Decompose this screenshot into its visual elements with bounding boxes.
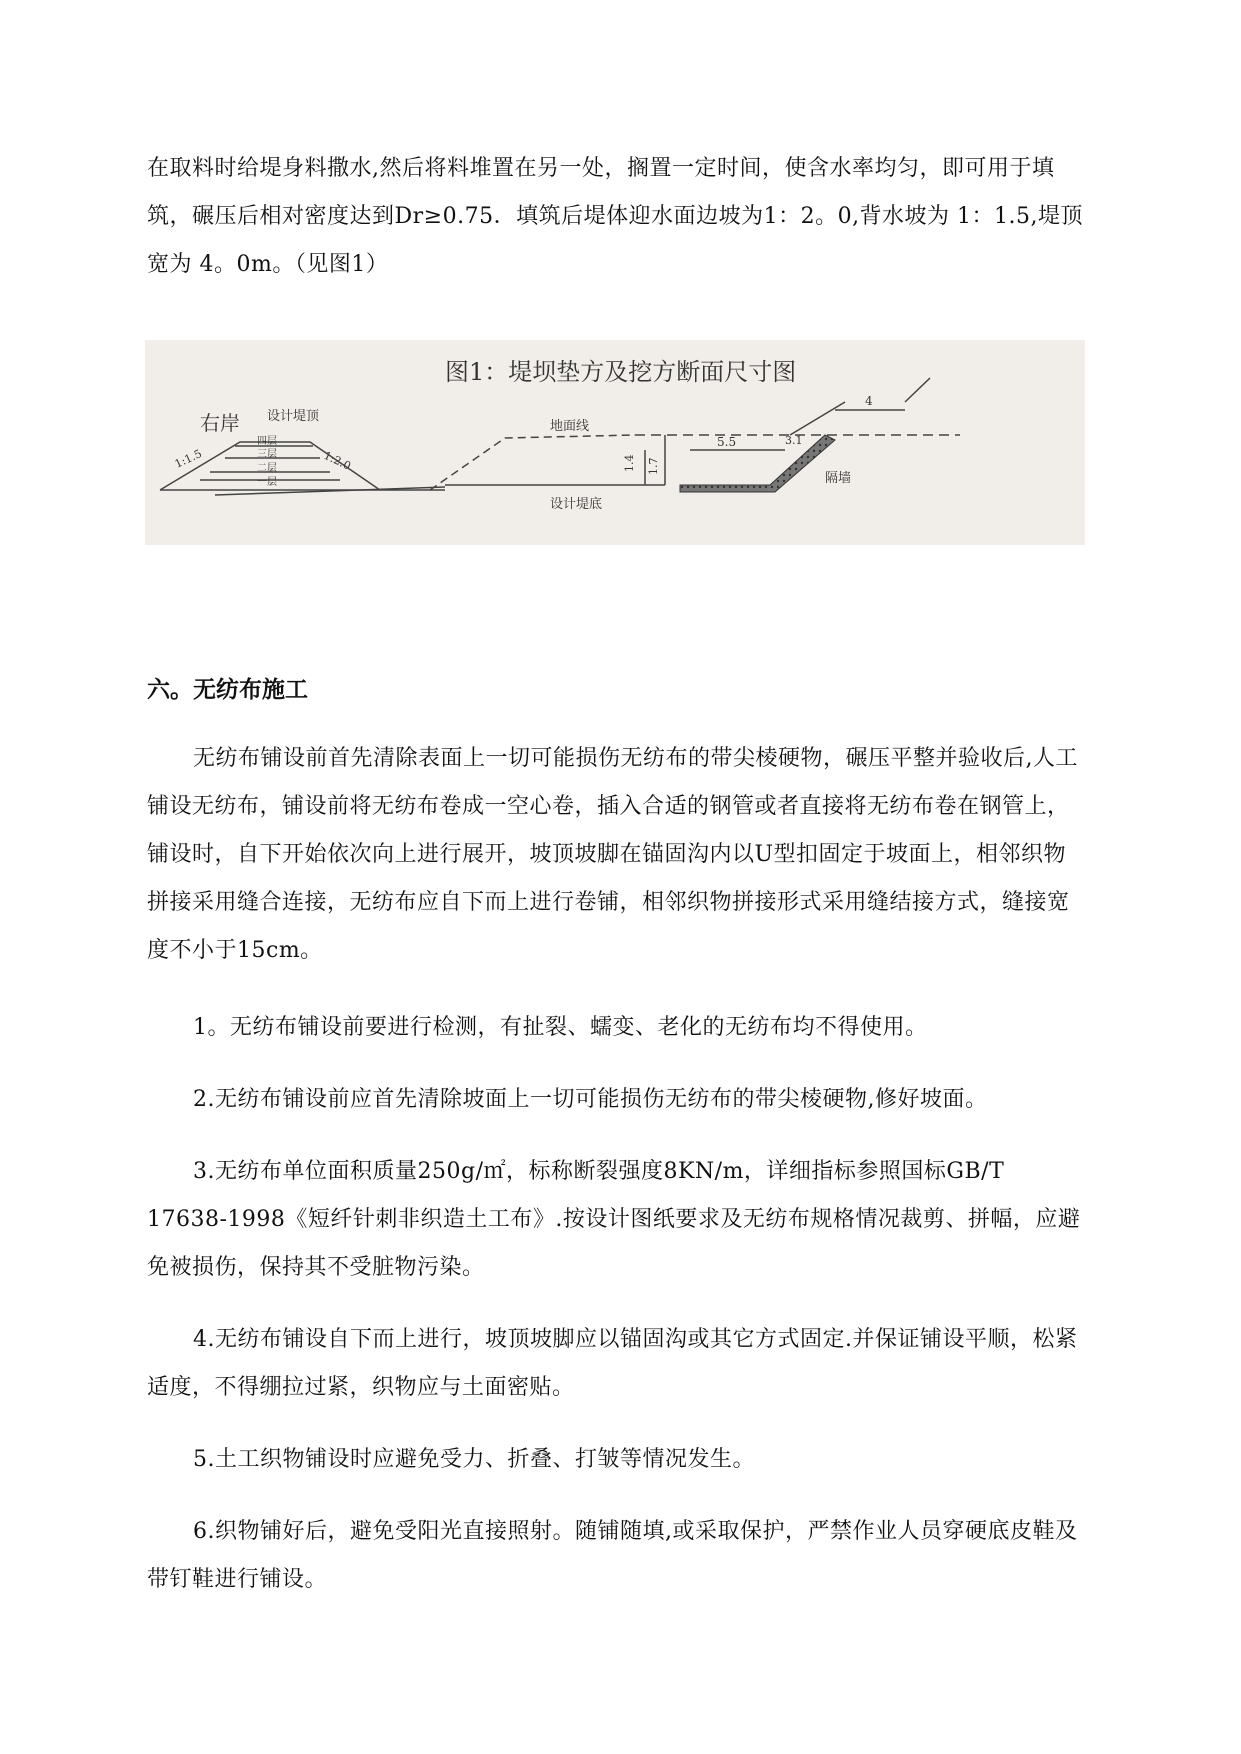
left-slope-label: 1:1.5	[172, 447, 204, 471]
design-crest-label: 设计堤顶	[267, 409, 320, 424]
list-item-4: 4.无纺布铺设自下而上进行，坡顶坡脚应以锚固沟或其它方式固定.并保证铺设平顺，松紧适度，不得绷拉过紧，织物应与土面密贴。	[147, 1327, 1078, 1400]
list-item-2: 2.无纺布铺设前应首先清除坡面上一切可能损伤无纺布的带尖棱硬物,修好坡面。	[193, 1087, 988, 1112]
body-paragraph: 无纺布铺设前首先清除表面上一切可能损伤无纺布的带尖棱硬物，碾压平整并验收后,人工铺设无纺布，铺设前将无纺布卷成一空心卷，插入合适的钢管或者直接将无纺布卷在钢管上，铺设时，自下开始依次向上进行展开，坡顶坡脚在锚固沟内以U型扣固定于坡面上，相邻织物拼接采用缝合连接，无纺布应自下而上进行卷铺，相邻织物拼接形式采用缝结接方式，缝接宽度不小于15cm。	[147, 746, 1078, 963]
partition-label: 隔墙	[825, 471, 852, 486]
right-bank-label: 右岸	[200, 411, 240, 435]
dim-1-7-label: 1.7	[647, 457, 660, 475]
layer-1-label: 一层	[257, 477, 277, 488]
layer-4-label: 四层	[257, 436, 277, 447]
list-item-6: 6.织物铺好后，避免受阳光直接照射。随铺随填,或采取保护，严禁作业人员穿硬底皮鞋及带钉鞋进行铺设。	[147, 1519, 1078, 1592]
intro-paragraph: 在取料时给堤身料撒水,然后将料堆置在另一处，搁置一定时间，使含水率均匀，即可用于填筑，碾压后相对密度达到Dr≥0.75．填筑后堤体迎水面边坡为1：2。0,背水坡为 1：1.5,堤顶宽为 4。0m。（见图1）	[147, 156, 1084, 277]
right-slope-label: 1:2.0	[321, 448, 353, 473]
dim-5-5-label: 5.5	[717, 435, 737, 449]
dim-3-1-label: 3.1	[785, 434, 803, 447]
cross-section-diagram	[145, 340, 1085, 545]
layer-3-label: 三层	[257, 449, 277, 460]
list-item-1: 1。无纺布铺设前要进行检测，有扯裂、蠕变、老化的无纺布均不得使用。	[193, 1015, 928, 1040]
cross-section-figure	[145, 340, 1085, 545]
section-heading: 六。无纺布施工	[147, 677, 308, 703]
figure-title: 图1：堤坝垫方及挖方断面尺寸图	[445, 358, 797, 386]
list-item-3: 3.无纺布单位面积质量250g/㎡，标称断裂强度8KN/m，详细指标参照国标GB/T 17638-1998《短纤针刺非织造土工布》.按设计图纸要求及无纺布规格情况裁剪、拼幅，应避免被损伤，保持其不受脏物污染。	[147, 1159, 1081, 1280]
layer-2-label: 二层	[257, 463, 277, 474]
dim-1-4-label: 1.4	[623, 454, 636, 472]
list-item-5: 5.土工织物铺设时应避免受力、折叠、打皱等情况发生。	[193, 1447, 755, 1472]
design-bottom-label: 设计堤底	[550, 497, 603, 512]
ground-line-label: 地面线	[550, 419, 590, 434]
dim-4-label: 4	[865, 394, 873, 408]
